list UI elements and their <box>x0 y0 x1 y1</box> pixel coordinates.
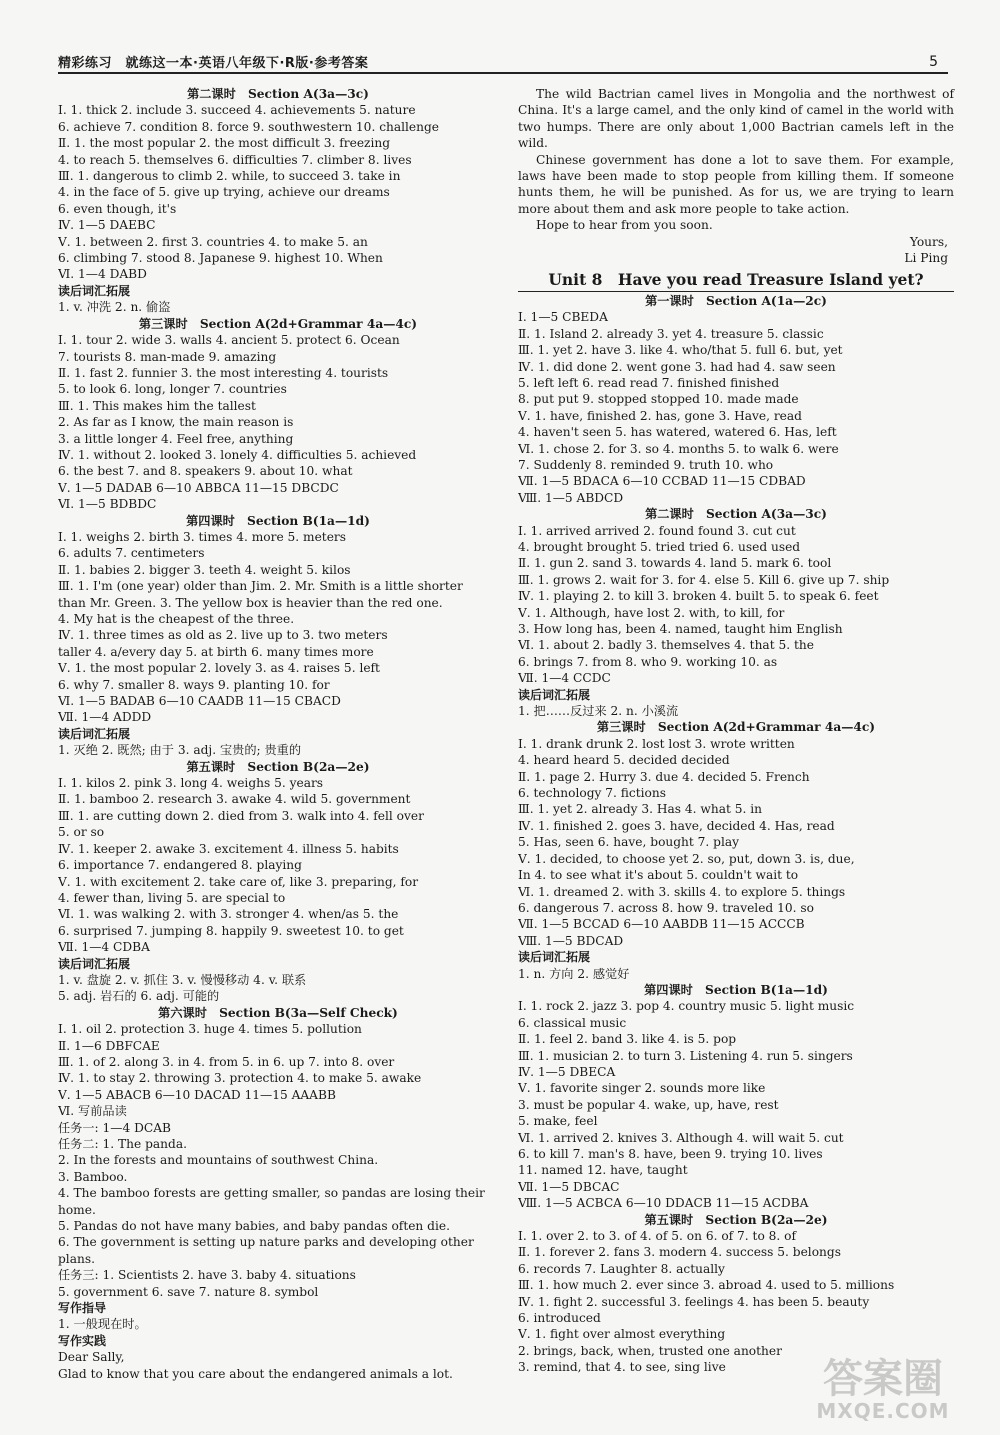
answer-line: Ⅱ. 1—6 DBFCAE <box>58 1038 160 1053</box>
answer-line: Ⅳ. 1. fight 2. successful 3. feelings 4. has been 5. beauty <box>518 1294 870 1309</box>
answer-line: 3. Bamboo. <box>58 1169 128 1184</box>
answer-line: 任务二: 1. The panda. <box>58 1137 187 1151</box>
answer-line: Ⅵ. 1—5 BADAB 6—10 CAADB 11—15 CBACD <box>58 694 341 709</box>
answer-line: Ⅲ. 1. I'm (one year) older than Jim. 2. Mr. Smith is a little shorter <box>58 579 463 594</box>
answer-line: Ⅷ. 1—5 ACBCA 6—10 DDACB 11—15 ACDBA <box>518 1196 809 1211</box>
answer-line: Ⅷ. 1—5 ABDCD <box>518 490 624 505</box>
answer-line: 5. government 6. save 7. nature 8. symbol <box>58 1284 319 1299</box>
answer-line: Ⅴ. 1. fight over almost everything <box>518 1327 726 1342</box>
answer-line: 3. How long has, been 4. named, taught him English <box>518 622 843 636</box>
answer-line: Ⅲ. 1. This makes him the tallest <box>58 398 256 413</box>
header-title: 精彩练习 就练这一本·英语八年级下·R版·参考答案 <box>58 56 369 71</box>
lesson-heading: 第二课时 Section A(3a—3c) <box>645 507 827 522</box>
answer-line: plans. <box>58 1251 95 1266</box>
answer-line: Ⅵ. 1. chose 2. for 3. so 4. months 5. to walk 6. were <box>518 441 839 456</box>
answer-line: Ⅴ. 1. between 2. first 3. countries 4. to make 5. an <box>58 234 368 249</box>
answer-line: Ⅱ. 1. forever 2. fans 3. modern 4. success 5. belongs <box>518 1245 841 1260</box>
answer-line: Ⅵ. 1. about 2. badly 3. themselves 4. that 5. the <box>518 638 814 653</box>
answer-line: 6. classical music <box>518 1015 627 1030</box>
answer-line: Ⅲ. 1. how much 2. ever since 3. abroad 4. used to 5. millions <box>518 1278 895 1293</box>
answer-line: Ⅰ. 1. oil 2. protection 3. huge 4. times 5. pollution <box>58 1022 362 1037</box>
answer-line: 7. tourists 8. man-made 9. amazing <box>58 349 277 364</box>
answer-line: Ⅴ. 1—5 DADAB 6—10 ABBCA 11—15 DBCDC <box>58 480 339 495</box>
answer-line: 4. My hat is the cheapest of the three. <box>58 612 295 626</box>
answer-line: Ⅲ. 1. dangerous to climb 2. while, to succeed 3. take in <box>58 169 401 184</box>
section-heading: 写作实践 <box>58 1333 107 1348</box>
answer-line: Ⅳ. 1. keeper 2. awake 3. excitement 4. illness 5. habits <box>58 841 399 856</box>
answer-line: Ⅰ. 1. thick 2. include 3. succeed 4. achievements 5. nature <box>58 103 416 118</box>
answer-line: 6. adults 7. centimeters <box>58 546 205 561</box>
answer-line: 4. fewer than, living 5. are special to <box>58 890 286 905</box>
answer-line: Ⅳ. 1. to stay 2. throwing 3. protection 4. to make 5. awake <box>58 1071 422 1086</box>
answer-line: 7. Suddenly 8. reminded 9. truth 10. who <box>518 457 774 472</box>
answer-line: Ⅱ. 1. the most popular 2. the most difficult 3. freezing <box>58 136 391 151</box>
watermark-text: 答案圈 <box>823 1356 943 1402</box>
lesson-heading: 第五课时 Section B(2a—2e) <box>186 759 370 774</box>
page-header <box>0 0 1000 70</box>
answer-line: Ⅰ. 1. weighs 2. birth 3. times 4. more 5. meters <box>58 529 347 544</box>
answer-line: Ⅶ. 1—4 CDBA <box>58 940 150 955</box>
answer-line: Ⅲ. 1. yet 2. have 3. like 4. who/that 5. full 6. but, yet <box>518 343 843 358</box>
answer-line: 4. haven't seen 5. has watered, watered 6. Has, left <box>518 425 837 440</box>
answer-line: 8. put put 9. stopped stopped 10. made made <box>518 392 799 407</box>
answer-line: 6. dangerous 7. across 8. how 9. traveled 10. so <box>518 900 814 915</box>
answer-line: Ⅶ. 1—4 CCDC <box>518 671 611 686</box>
answer-line: Ⅵ. 1. arrived 2. knives 3. Although 4. will wait 5. cut <box>518 1130 844 1145</box>
answer-line: 6. achieve 7. condition 8. force 9. southwestern 10. challenge <box>58 119 440 134</box>
answer-line: Ⅲ. 1. are cutting down 2. died from 3. walk into 4. fell over <box>58 808 424 823</box>
letter-signoff: Yours, <box>909 234 948 249</box>
answer-line: Ⅴ. 1. Although, have lost 2. with, to kill, for <box>518 605 785 620</box>
answer-line: 4. to reach 5. themselves 6. difficulties 7. climber 8. lives <box>58 152 412 167</box>
answer-line: Ⅰ. 1. rock 2. jazz 3. pop 4. country music 5. light music <box>518 999 855 1014</box>
answer-line: Ⅰ. 1. over 2. to 3. of 4. of 5. on 6. of 7. to 8. of <box>518 1229 797 1244</box>
answer-line: Ⅰ. 1. arrived arrived 2. found found 3. cut cut <box>518 523 796 538</box>
section-heading: 读后词汇拓展 <box>518 687 591 702</box>
answer-line: 6. surprised 7. jumping 8. happily 9. sweetest 10. to get <box>58 923 404 938</box>
answer-line: Ⅰ. 1—5 CBEDA <box>518 310 608 325</box>
answer-line: Ⅳ. 1. three times as old as 2. live up to 3. two meters <box>58 628 388 643</box>
answer-line: 任务一: 1—4 DCAB <box>58 1120 171 1135</box>
answer-line: Ⅵ. 写前品读 <box>58 1104 127 1119</box>
answer-line: Ⅶ. 1—5 BDACA 6—10 CCBAD 11—15 CDBAD <box>518 474 806 489</box>
answer-line: 3. remind, that 4. to see, sing live <box>518 1360 726 1375</box>
answer-line: Ⅱ. 1. page 2. Hurry 3. due 4. decided 5. French <box>518 769 810 784</box>
answer-line: 4. brought brought 5. tried tried 6. used used <box>518 539 801 554</box>
lesson-heading: 第一课时 Section A(1a—2c) <box>645 293 827 308</box>
answer-line: 6. the best 7. and 8. speakers 9. about 10. what <box>58 464 353 479</box>
answer-line: 6. introduced <box>518 1311 601 1326</box>
answer-line: 6. technology 7. fictions <box>518 786 666 801</box>
lesson-heading: 第三课时 Section A(2d+Grammar 4a—4c) <box>138 316 418 331</box>
answer-line: Ⅱ. 1. feel 2. band 3. like 4. is 5. pop <box>518 1032 737 1047</box>
answer-line: 4. The bamboo forests are getting smaller, so pandas are losing their <box>58 1186 485 1201</box>
lesson-heading: 第二课时 Section A(3a—3c) <box>187 87 369 101</box>
lesson-heading: 第四课时 Section B(1a—1d) <box>186 513 370 528</box>
answer-line: 5. to look 6. long, longer 7. countries <box>58 382 287 397</box>
answer-line: Ⅴ. 1—5 ABACB 6—10 DACAD 11—15 AAABB <box>58 1087 336 1102</box>
watermark-url: MXQE.COM <box>816 1399 950 1423</box>
answer-line: Ⅷ. 1—5 BDCAD <box>518 933 624 948</box>
answer-line: than Mr. Green. 3. The yellow box is heavier than the red one. <box>58 595 443 610</box>
answer-line: 2. brings, back, when, trusted one another <box>518 1343 782 1358</box>
answer-line: Dear Sally, <box>58 1350 125 1365</box>
answer-line: Ⅳ. 1. playing 2. to kill 3. broken 4. built 5. to speak 6. feet <box>518 589 879 604</box>
right-column <box>518 86 954 1376</box>
answer-line: Ⅳ. 1—5 DAEBC <box>58 218 156 233</box>
answer-line: 6. to kill 7. man's 8. have, been 9. trying 10. lives <box>518 1147 823 1161</box>
letter-signoff: Li Ping <box>904 251 948 266</box>
answer-line: Ⅲ. 1. yet 2. already 3. Has 4. what 5. in <box>518 802 762 817</box>
answer-line: 5. Pandas do not have many babies, and baby pandas often die. <box>58 1219 450 1234</box>
watermark-logo <box>788 1347 978 1427</box>
answer-line: 1. v. 盘旋 2. v. 抓住 3. v. 慢慢移动 4. v. 联系 <box>58 972 307 987</box>
answer-line: 6. importance 7. endangered 8. playing <box>58 858 302 873</box>
answer-line: 1. 一般现在时。 <box>58 1317 147 1332</box>
answer-line: 1. 灭绝 2. 既然; 由于 3. adj. 宝贵的; 贵重的 <box>58 743 302 758</box>
answer-line: 4. heard heard 5. decided decided <box>518 753 730 768</box>
answer-line: 1. v. 冲洗 2. n. 偷盗 <box>58 300 171 315</box>
answer-line: 4. in the face of 5. give up trying, achieve our dreams <box>58 185 390 200</box>
answer-line: Ⅳ. 1. finished 2. goes 3. have, decided 4. Has, read <box>518 818 835 833</box>
answer-line: 5. left left 6. read read 7. finished finished <box>518 375 780 390</box>
answer-line: Ⅵ. 1. dreamed 2. with 3. skills 4. to explore 5. things <box>518 884 846 899</box>
lesson-heading: 第三课时 Section A(2d+Grammar 4a—4c) <box>596 720 876 735</box>
answer-line: 1. 把……反过来 2. n. 小溪流 <box>518 704 679 719</box>
answer-line: Ⅵ. 1—4 DABD <box>58 267 147 282</box>
answer-line: Ⅳ. 1. without 2. looked 3. lonely 4. difficulties 5. achieved <box>58 447 417 462</box>
answer-line: 2. In the forests and mountains of southwest China. <box>58 1153 379 1168</box>
section-heading: 读后词汇拓展 <box>58 956 131 971</box>
answer-line: 6. climbing 7. stood 8. Japanese 9. highest 10. When <box>58 251 383 266</box>
answer-line: 6. brings 7. from 8. who 9. working 10. as <box>518 654 778 669</box>
answer-line: Ⅱ. 1. gun 2. sand 3. towards 4. land 5. mark 6. tool <box>518 556 832 571</box>
section-heading: 读后词汇拓展 <box>58 283 131 298</box>
unit-title: Unit 8 Have you read Treasure Island yet? <box>518 272 954 291</box>
letter-paragraph: Hope to hear from you soon. <box>536 218 713 233</box>
letter-paragraph: Chinese government has done a lot to save them. For example, laws have been made to stop people from killing them. If someone hunts them, he will be punished. As for us, we are trying to learn more about them and ask more people to take action. <box>518 152 954 216</box>
answer-line: Ⅴ. 1. have, finished 2. has, gone 3. Have, read <box>518 408 802 423</box>
answer-line: Ⅲ. 1. of 2. along 3. in 4. from 5. in 6. up 7. into 8. over <box>58 1054 395 1069</box>
answer-line: Ⅲ. 1. grows 2. wait for 3. for 4. else 5. Kill 6. give up 7. ship <box>518 572 890 587</box>
answer-line: home. <box>58 1202 96 1217</box>
header-rule <box>58 72 948 74</box>
answer-line: 5. make, feel <box>518 1114 598 1129</box>
answer-line: 3. must be popular 4. wake, up, have, rest <box>518 1097 779 1112</box>
answer-line: Ⅶ. 1—5 BCCAD 6—10 AABDB 11—15 ACCCB <box>518 917 805 932</box>
answer-line: 6. why 7. smaller 8. ways 9. planting 10. for <box>58 677 330 692</box>
answer-line: Ⅵ. 1. was walking 2. with 3. stronger 4. when/as 5. the <box>58 907 399 922</box>
answer-line: 6. The government is setting up nature parks and developing other <box>58 1235 474 1250</box>
answer-line: taller 4. a/every day 5. at birth 6. many times more <box>58 644 374 659</box>
section-heading: 读后词汇拓展 <box>58 726 131 741</box>
answer-line: 2. As far as I know, the main reason is <box>58 415 294 430</box>
lesson-heading: 第六课时 Section B(3a—Self Check) <box>158 1005 398 1020</box>
answer-line: 6. records 7. Laughter 8. actually <box>518 1261 725 1276</box>
answer-line: 5. or so <box>58 825 105 840</box>
answer-line: Ⅴ. 1. with excitement 2. take care of, like 3. preparing, for <box>58 874 419 889</box>
answer-line: Ⅱ. 1. bamboo 2. research 3. awake 4. wild 5. government <box>58 792 411 807</box>
answer-line: 1. n. 方向 2. 感觉好 <box>518 966 630 981</box>
answer-line: 3. a little longer 4. Feel free, anything <box>58 431 294 446</box>
answer-line: 11. named 12. have, taught <box>518 1163 688 1178</box>
answer-line: Ⅱ. 1. Island 2. already 3. yet 4. treasure 5. classic <box>518 326 824 341</box>
answer-line: Ⅶ. 1—4 ADDD <box>58 710 152 725</box>
answer-line: Ⅱ. 1. fast 2. funnier 3. the most interesting 4. tourists <box>58 365 389 380</box>
answer-line: Ⅰ. 1. drank drunk 2. lost lost 3. wrote written <box>518 736 795 751</box>
page-number: 5 <box>929 54 938 70</box>
answer-line: 6. even though, it's <box>58 201 177 216</box>
answer-line: Ⅴ. 1. decided, to choose yet 2. so, put, down 3. is, due, <box>518 851 855 866</box>
answer-line: Ⅲ. 1. musician 2. to turn 3. Listening 4. run 5. singers <box>518 1048 853 1063</box>
answer-line: In 4. to see what it's about 5. couldn't wait to <box>518 868 799 883</box>
answer-line: 任务三: 1. Scientists 2. have 3. baby 4. situations <box>58 1268 356 1283</box>
lesson-heading: 第四课时 Section B(1a—1d) <box>644 982 828 997</box>
answer-line: 5. adj. 岩石的 6. adj. 可能的 <box>58 989 220 1004</box>
section-heading: 读后词汇拓展 <box>518 950 591 965</box>
answer-line: Ⅵ. 1—5 BDBDC <box>58 497 157 512</box>
letter-paragraph: The wild Bactrian camel lives in Mongolia and the northwest of China. It's a large camel, and the only kind of camel in the world with two humps. There are only about 1,000 Bactrian camels left in the wild. <box>518 87 954 151</box>
answer-line: Ⅰ. 1. kilos 2. pink 3. long 4. weighs 5. years <box>58 776 324 791</box>
answer-line: Ⅳ. 1—5 DBECA <box>518 1064 616 1079</box>
answer-line: Ⅱ. 1. babies 2. bigger 3. teeth 4. weight 5. kilos <box>58 562 351 577</box>
answer-line: Ⅳ. 1. did done 2. went gone 3. had had 4. saw seen <box>518 359 836 374</box>
left-column <box>58 86 498 1382</box>
answer-line: Ⅴ. 1. the most popular 2. lovely 3. as 4. raises 5. left <box>58 661 380 676</box>
answer-line: 5. Has, seen 6. have, bought 7. play <box>518 835 740 850</box>
lesson-heading: 第五课时 Section B(2a—2e) <box>644 1212 828 1227</box>
answer-line: Ⅶ. 1—5 DBCAC <box>518 1179 620 1194</box>
section-heading: 写作指导 <box>58 1301 107 1316</box>
answer-line: Ⅴ. 1. favorite singer 2. sounds more like <box>518 1081 766 1096</box>
answer-line: Ⅰ. 1. tour 2. wide 3. walls 4. ancient 5. protect 6. Ocean <box>58 333 400 348</box>
answer-line: Glad to know that you care about the endangered animals a lot. <box>58 1366 453 1381</box>
